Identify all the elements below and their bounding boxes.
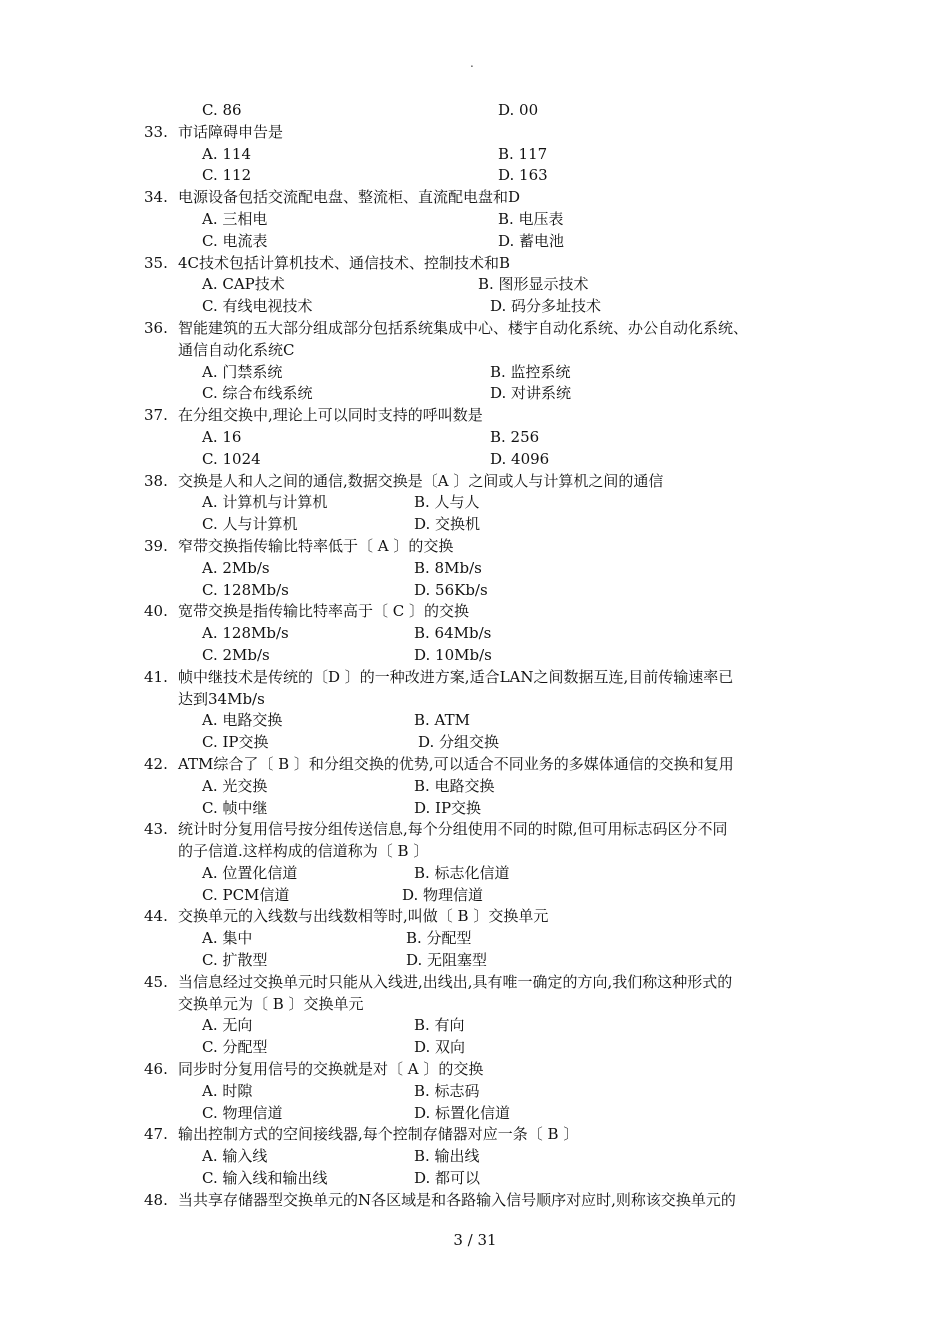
option-row bbox=[140, 362, 820, 384]
option-right: D. 都可以 bbox=[414, 1169, 481, 1188]
option-row bbox=[140, 100, 820, 122]
option-right: B. 标志码 bbox=[414, 1081, 480, 1100]
question-text: 宽带交换是指传输比特率高于〔 C 〕的交换 bbox=[178, 602, 470, 621]
option-row bbox=[140, 928, 820, 950]
option-left: C. 128Mb/s bbox=[202, 580, 289, 599]
question-text: 交换是人和人之间的通信,数据交换是〔A 〕之间或人与计算机之间的通信 bbox=[178, 471, 664, 490]
question-number: 41. bbox=[144, 667, 168, 686]
question-number: 48. bbox=[144, 1190, 168, 1209]
option-row bbox=[140, 1168, 820, 1190]
option-right: D. 蓄电池 bbox=[498, 231, 565, 250]
option-left: C. 输入线和输出线 bbox=[202, 1169, 328, 1188]
option-right: D. 分组交换 bbox=[418, 733, 500, 752]
question-text: 市话障碍申告是 bbox=[178, 122, 284, 141]
question-number: 43. bbox=[144, 820, 168, 839]
question-number: 38. bbox=[144, 471, 168, 490]
question-text: 交换单元为〔 B 〕交换单元 bbox=[178, 994, 364, 1013]
question-text: 当信息经过交换单元时只能从入线进,出线出,具有唯一确定的方向,我们称这种形式的 bbox=[178, 972, 733, 991]
option-right: B. 有向 bbox=[414, 1016, 465, 1035]
option-row bbox=[140, 144, 820, 166]
option-row bbox=[140, 732, 820, 754]
option-row bbox=[140, 863, 820, 885]
question-continuation bbox=[140, 689, 820, 711]
question-number: 35. bbox=[144, 253, 168, 272]
question-text: 在分组交换中,理论上可以同时支持的呼叫数是 bbox=[178, 406, 483, 425]
question-line bbox=[140, 601, 820, 623]
option-left: A. 光交换 bbox=[202, 776, 268, 795]
option-left: C. PCM信道 bbox=[202, 885, 290, 904]
option-left: A. 无向 bbox=[202, 1016, 253, 1035]
question-line bbox=[140, 1124, 820, 1146]
option-left: C. 综合布线系统 bbox=[202, 384, 313, 403]
option-row bbox=[140, 623, 820, 645]
question-line bbox=[140, 1059, 820, 1081]
header-mark: . bbox=[470, 56, 474, 70]
question-line bbox=[140, 318, 820, 340]
option-left: A. CAP技术 bbox=[202, 275, 285, 294]
question-text: 帧中继技术是传统的〔D 〕的一种改进方案,适合LAN之间数据互连,目前传输速率已 bbox=[178, 667, 734, 686]
option-left: C. 人与计算机 bbox=[202, 515, 298, 534]
option-row bbox=[140, 1103, 820, 1125]
option-right: D. 10Mb/s bbox=[414, 645, 492, 664]
option-left: A. 128Mb/s bbox=[202, 624, 289, 643]
question-line bbox=[140, 667, 820, 689]
option-row bbox=[140, 1037, 820, 1059]
option-right: D. 00 bbox=[498, 101, 539, 119]
question-line bbox=[140, 1190, 820, 1212]
question-number: 36. bbox=[144, 318, 168, 337]
option-right: D. 4096 bbox=[490, 449, 550, 468]
question-line bbox=[140, 471, 820, 493]
option-right: D. 标置化信道 bbox=[414, 1103, 511, 1122]
option-left: A. 门禁系统 bbox=[202, 362, 283, 381]
option-left: C. 物理信道 bbox=[202, 1103, 283, 1122]
option-right: D. 双向 bbox=[414, 1038, 466, 1057]
option-row bbox=[140, 427, 820, 449]
question-text: ATM综合了〔 B 〕和分组交换的优势,可以适合不同业务的多媒体通信的交换和复用 bbox=[178, 754, 734, 773]
question-number: 47. bbox=[144, 1125, 168, 1144]
option-right: B. 电压表 bbox=[498, 209, 564, 228]
option-left: A. 16 bbox=[202, 427, 242, 446]
option-right: B. ATM bbox=[414, 711, 470, 730]
question-text: 电源设备包括交流配电盘、整流柜、直流配电盘和D bbox=[178, 188, 521, 207]
question-text: 通信自动化系统C bbox=[178, 340, 295, 359]
question-text: 的子信道.这样构成的信道称为〔 B 〕 bbox=[178, 842, 429, 861]
question-text: 同步时分复用信号的交换就是对〔 A 〕的交换 bbox=[178, 1060, 484, 1079]
question-line bbox=[140, 253, 820, 275]
option-row bbox=[140, 209, 820, 231]
option-left: C. 有线电视技术 bbox=[202, 297, 313, 316]
option-row bbox=[140, 492, 820, 514]
option-row bbox=[140, 798, 820, 820]
option-right: B. 图形显示技术 bbox=[478, 275, 589, 294]
option-right: D. IP交换 bbox=[414, 798, 482, 817]
question-number: 39. bbox=[144, 536, 168, 555]
question-text: 输出控制方式的空间接线器,每个控制存储器对应一条〔 B 〕 bbox=[178, 1125, 579, 1144]
option-left: A. 位置化信道 bbox=[202, 863, 298, 882]
question-line bbox=[140, 405, 820, 427]
option-row bbox=[140, 165, 820, 187]
option-row bbox=[140, 1081, 820, 1103]
option-right: D. 163 bbox=[498, 166, 548, 185]
option-row bbox=[140, 776, 820, 798]
option-right: D. 码分多址技术 bbox=[490, 297, 602, 316]
option-left: C. 帧中继 bbox=[202, 798, 268, 817]
option-row bbox=[140, 514, 820, 536]
option-row bbox=[140, 710, 820, 732]
option-right: D. 交换机 bbox=[414, 515, 481, 534]
option-left: C. 分配型 bbox=[202, 1038, 268, 1057]
option-right: D. 56Kb/s bbox=[414, 580, 488, 599]
question-line bbox=[140, 972, 820, 994]
option-left: A. 三相电 bbox=[202, 209, 268, 228]
question-text: 交换单元的入线数与出线数相等时,叫做〔 B 〕交换单元 bbox=[178, 907, 549, 926]
question-list bbox=[140, 100, 820, 1212]
question-number: 44. bbox=[144, 907, 168, 926]
question-number: 37. bbox=[144, 406, 168, 425]
option-row bbox=[140, 1015, 820, 1037]
question-line bbox=[140, 906, 820, 928]
option-right: B. 256 bbox=[490, 427, 540, 446]
option-left: A. 电路交换 bbox=[202, 711, 283, 730]
question-text: 当共享存储器型交换单元的N各区域是和各路输入信号顺序对应时,则称该交换单元的 bbox=[178, 1190, 736, 1209]
question-number: 34. bbox=[144, 188, 168, 207]
option-right: B. 电路交换 bbox=[414, 776, 495, 795]
option-row bbox=[140, 885, 820, 907]
option-left: A. 时隙 bbox=[202, 1081, 253, 1100]
option-row bbox=[140, 950, 820, 972]
option-right: B. 输出线 bbox=[414, 1147, 480, 1166]
option-left: A. 2Mb/s bbox=[202, 558, 270, 577]
option-right: D. 对讲系统 bbox=[490, 384, 572, 403]
question-number: 42. bbox=[144, 754, 168, 773]
option-left: A. 集中 bbox=[202, 929, 253, 948]
question-text: 达到34Mb/s bbox=[178, 689, 265, 708]
question-continuation bbox=[140, 841, 820, 863]
option-row bbox=[140, 1146, 820, 1168]
question-line bbox=[140, 187, 820, 209]
option-row bbox=[140, 580, 820, 602]
option-row bbox=[140, 383, 820, 405]
option-row bbox=[140, 274, 820, 296]
option-right: B. 人与人 bbox=[414, 493, 480, 512]
option-row bbox=[140, 645, 820, 667]
option-left: A. 输入线 bbox=[202, 1147, 268, 1166]
option-left: A. 114 bbox=[202, 144, 251, 163]
option-right: D. 无阻塞型 bbox=[406, 951, 488, 970]
page-number: 3 / 31 bbox=[453, 1231, 497, 1249]
option-row bbox=[140, 449, 820, 471]
question-line bbox=[140, 819, 820, 841]
option-right: B. 64Mb/s bbox=[414, 624, 492, 643]
option-right: B. 标志化信道 bbox=[414, 863, 510, 882]
option-row bbox=[140, 296, 820, 318]
question-text: 4C技术包括计算机技术、通信技术、控制技术和B bbox=[178, 253, 511, 272]
option-left: C. 112 bbox=[202, 166, 252, 185]
option-right: B. 监控系统 bbox=[490, 362, 571, 381]
option-right: B. 分配型 bbox=[406, 929, 472, 948]
option-right: B. 8Mb/s bbox=[414, 558, 482, 577]
option-left: C. 86 bbox=[202, 101, 242, 119]
question-text: 统计时分复用信号按分组传送信息,每个分组使用不同的时隙,但可用标志码区分不同 bbox=[178, 820, 728, 839]
option-row bbox=[140, 558, 820, 580]
option-right: B. 117 bbox=[498, 144, 548, 163]
option-right: D. 物理信道 bbox=[402, 885, 484, 904]
option-left: A. 计算机与计算机 bbox=[202, 493, 328, 512]
question-number: 46. bbox=[144, 1060, 168, 1079]
question-line bbox=[140, 536, 820, 558]
question-line bbox=[140, 754, 820, 776]
option-left: C. 电流表 bbox=[202, 231, 268, 250]
option-left: C. 扩散型 bbox=[202, 951, 268, 970]
option-left: C. 2Mb/s bbox=[202, 645, 270, 664]
question-continuation bbox=[140, 994, 820, 1016]
option-row bbox=[140, 231, 820, 253]
question-continuation bbox=[140, 340, 820, 362]
question-text: 窄带交换指传输比特率低于〔 A 〕的交换 bbox=[178, 536, 454, 555]
question-number: 40. bbox=[144, 602, 168, 621]
option-left: C. 1024 bbox=[202, 449, 261, 468]
question-text: 智能建筑的五大部分组成部分包括系统集成中心、楼宇自动化系统、办公自动化系统、 bbox=[178, 318, 749, 337]
question-line bbox=[140, 122, 820, 144]
question-number: 45. bbox=[144, 972, 168, 991]
option-left: C. IP交换 bbox=[202, 733, 269, 752]
question-number: 33. bbox=[144, 122, 168, 141]
